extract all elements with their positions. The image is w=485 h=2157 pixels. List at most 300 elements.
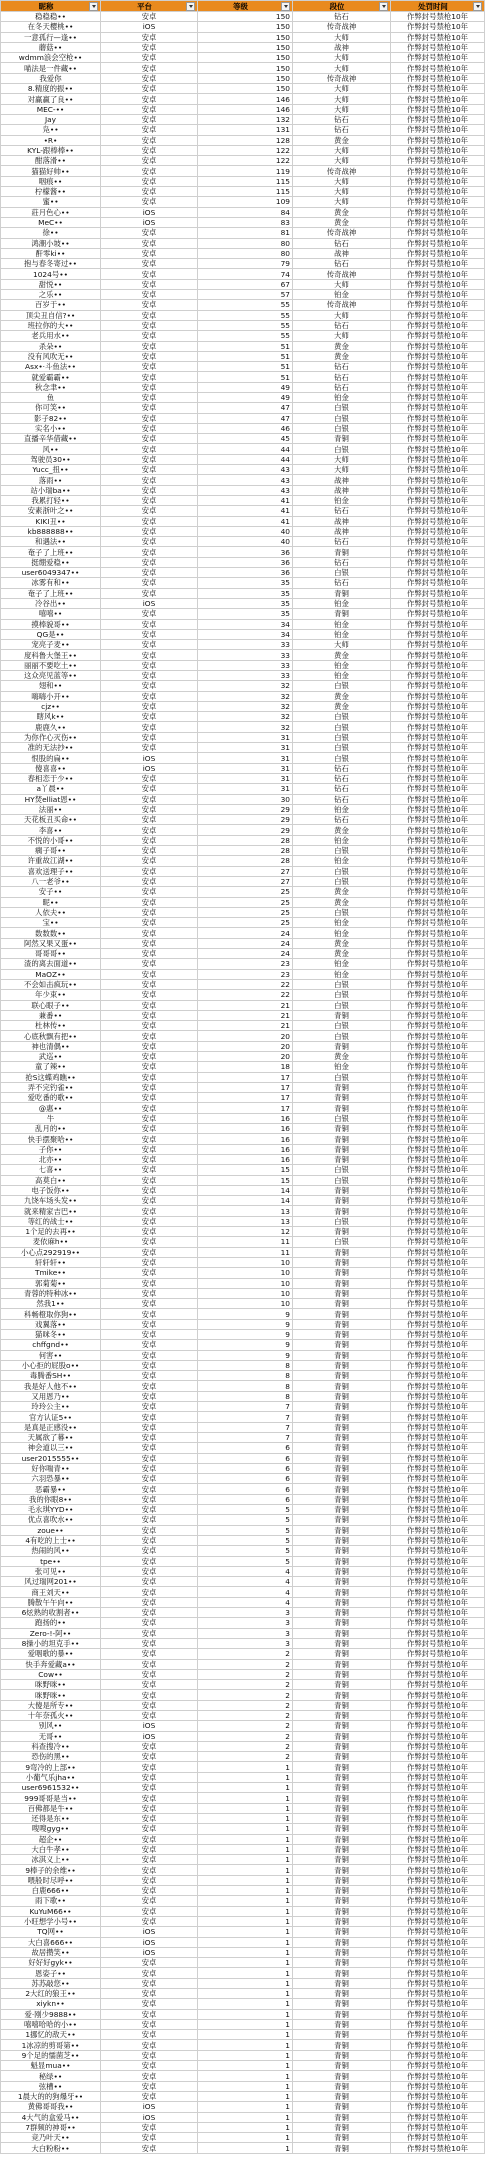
- cell-platform[interactable]: 安卓: [101, 444, 198, 454]
- cell-rank[interactable]: 青铜: [293, 1010, 391, 1020]
- cell-nickname[interactable]: 1冰凉的剪哥第••: [1, 2040, 101, 2050]
- cell-level[interactable]: 146: [198, 104, 293, 114]
- cell-punishment[interactable]: 作弊封号禁枪10年: [391, 1278, 485, 1288]
- cell-punishment[interactable]: 作弊封号禁枪10年: [391, 1968, 485, 1978]
- cell-level[interactable]: 150: [198, 84, 293, 94]
- cell-platform[interactable]: 安卓: [101, 1638, 198, 1648]
- cell-level[interactable]: 7: [198, 1422, 293, 1432]
- cell-rank[interactable]: 战神: [293, 516, 391, 526]
- cell-level[interactable]: 1: [198, 2071, 293, 2081]
- cell-nickname[interactable]: 还得是东••: [1, 1813, 101, 1823]
- cell-level[interactable]: 35: [198, 598, 293, 608]
- cell-platform[interactable]: 安卓: [101, 1062, 198, 1072]
- cell-level[interactable]: 84: [198, 207, 293, 217]
- cell-punishment[interactable]: 作弊封号禁枪10年: [391, 1989, 485, 1999]
- column-header-level[interactable]: 等级: [198, 1, 293, 12]
- cell-platform[interactable]: 安卓: [101, 629, 198, 639]
- cell-punishment[interactable]: 作弊封号禁枪10年: [391, 1484, 485, 1494]
- cell-nickname[interactable]: 直播辛华借藏••: [1, 434, 101, 444]
- cell-platform[interactable]: iOS: [101, 753, 198, 763]
- cell-nickname[interactable]: 你可笑••: [1, 403, 101, 413]
- cell-level[interactable]: 115: [198, 187, 293, 197]
- cell-punishment[interactable]: 作弊封号禁枪10年: [391, 1165, 485, 1175]
- cell-nickname[interactable]: 挺绷爱稳••: [1, 557, 101, 567]
- cell-nickname[interactable]: zoue••: [1, 1525, 101, 1535]
- cell-platform[interactable]: 安卓: [101, 1453, 198, 1463]
- cell-rank[interactable]: 青铜: [293, 1227, 391, 1237]
- cell-punishment[interactable]: 作弊封号禁枪10年: [391, 876, 485, 886]
- cell-level[interactable]: 1: [198, 1937, 293, 1947]
- cell-rank[interactable]: 铂金: [293, 392, 391, 402]
- cell-level[interactable]: 1: [198, 2030, 293, 2040]
- cell-level[interactable]: 3: [198, 1608, 293, 1618]
- cell-punishment[interactable]: 作弊封号禁枪10年: [391, 1474, 485, 1484]
- cell-platform[interactable]: 安卓: [101, 197, 198, 207]
- cell-level[interactable]: 25: [198, 887, 293, 897]
- cell-level[interactable]: 80: [198, 248, 293, 258]
- cell-nickname[interactable]: 大傻是所专••: [1, 1700, 101, 1710]
- cell-nickname[interactable]: 何害••: [1, 1350, 101, 1360]
- cell-nickname[interactable]: 科查搜冷••: [1, 1741, 101, 1751]
- cell-nickname[interactable]: 北亦••: [1, 1154, 101, 1164]
- cell-nickname[interactable]: 快手摆聚哈••: [1, 1134, 101, 1144]
- cell-punishment[interactable]: 作弊封号禁枪10年: [391, 1175, 485, 1185]
- cell-platform[interactable]: 安卓: [101, 1299, 198, 1309]
- cell-nickname[interactable]: 童了辣••: [1, 1062, 101, 1072]
- cell-punishment[interactable]: 作弊封号禁枪10年: [391, 1381, 485, 1391]
- cell-punishment[interactable]: 作弊封号禁枪10年: [391, 485, 485, 495]
- cell-punishment[interactable]: 作弊封号禁枪10年: [391, 1680, 485, 1690]
- cell-nickname[interactable]: 之乐••: [1, 290, 101, 300]
- cell-platform[interactable]: 安卓: [101, 372, 198, 382]
- cell-platform[interactable]: 安卓: [101, 928, 198, 938]
- cell-nickname[interactable]: 柠檬酱••: [1, 187, 101, 197]
- cell-punishment[interactable]: 作弊封号禁枪10年: [391, 1371, 485, 1381]
- cell-punishment[interactable]: 作弊封号禁枪10年: [391, 104, 485, 114]
- cell-platform[interactable]: 安卓: [101, 1391, 198, 1401]
- cell-nickname[interactable]: 雨下歌••: [1, 1896, 101, 1906]
- cell-level[interactable]: 24: [198, 949, 293, 959]
- cell-rank[interactable]: 传奇战神: [293, 269, 391, 279]
- cell-nickname[interactable]: 跑扬的••: [1, 1618, 101, 1628]
- cell-punishment[interactable]: 作弊封号禁枪10年: [391, 1690, 485, 1700]
- cell-punishment[interactable]: 作弊封号禁枪10年: [391, 1587, 485, 1597]
- cell-level[interactable]: 28: [198, 846, 293, 856]
- cell-rank[interactable]: 青铜: [293, 1402, 391, 1412]
- cell-nickname[interactable]: 准的无法抄••: [1, 743, 101, 753]
- cell-rank[interactable]: 传奇战神: [293, 228, 391, 238]
- cell-punishment[interactable]: 作弊封号禁枪10年: [391, 1546, 485, 1556]
- cell-rank[interactable]: 传奇战神: [293, 166, 391, 176]
- cell-nickname[interactable]: 4大气的盒爱马••: [1, 2112, 101, 2122]
- cell-punishment[interactable]: 作弊封号禁枪10年: [391, 1783, 485, 1793]
- cell-platform[interactable]: iOS: [101, 22, 198, 32]
- cell-nickname[interactable]: 没有风吹无••: [1, 351, 101, 361]
- cell-rank[interactable]: 青铜: [293, 1731, 391, 1741]
- cell-rank[interactable]: 青铜: [293, 1927, 391, 1937]
- cell-nickname[interactable]: 凫••: [1, 125, 101, 135]
- cell-punishment[interactable]: 作弊封号禁枪10年: [391, 2071, 485, 2081]
- cell-level[interactable]: 10: [198, 1278, 293, 1288]
- cell-level[interactable]: 10: [198, 1257, 293, 1267]
- cell-platform[interactable]: 安卓: [101, 1072, 198, 1082]
- cell-level[interactable]: 122: [198, 156, 293, 166]
- cell-platform[interactable]: 安卓: [101, 1402, 198, 1412]
- cell-platform[interactable]: 安卓: [101, 2122, 198, 2132]
- cell-level[interactable]: 1: [198, 1855, 293, 1865]
- cell-platform[interactable]: 安卓: [101, 1319, 198, 1329]
- cell-level[interactable]: 22: [198, 979, 293, 989]
- cell-platform[interactable]: iOS: [101, 1721, 198, 1731]
- cell-rank[interactable]: 白银: [293, 732, 391, 742]
- cell-level[interactable]: 8: [198, 1391, 293, 1401]
- cell-level[interactable]: 13: [198, 1206, 293, 1216]
- cell-platform[interactable]: 安卓: [101, 351, 198, 361]
- cell-punishment[interactable]: 作弊封号禁枪10年: [391, 1772, 485, 1782]
- cell-level[interactable]: 33: [198, 640, 293, 650]
- cell-punishment[interactable]: 作弊封号禁枪10年: [391, 1494, 485, 1504]
- cell-level[interactable]: 81: [198, 228, 293, 238]
- cell-nickname[interactable]: 抢S这蝶鸡瞧••: [1, 1072, 101, 1082]
- cell-punishment[interactable]: 作弊封号禁枪10年: [391, 1072, 485, 1082]
- cell-punishment[interactable]: 作弊封号禁枪10年: [391, 887, 485, 897]
- cell-rank[interactable]: 黄金: [293, 887, 391, 897]
- cell-level[interactable]: 55: [198, 310, 293, 320]
- cell-platform[interactable]: 安卓: [101, 1432, 198, 1442]
- cell-nickname[interactable]: 落雨••: [1, 475, 101, 485]
- cell-platform[interactable]: 安卓: [101, 1494, 198, 1504]
- cell-level[interactable]: 16: [198, 1154, 293, 1164]
- cell-level[interactable]: 1: [198, 1896, 293, 1906]
- cell-rank[interactable]: 青铜: [293, 1360, 391, 1370]
- cell-level[interactable]: 1: [198, 2102, 293, 2112]
- cell-rank[interactable]: 铂金: [293, 660, 391, 670]
- cell-rank[interactable]: 黄金: [293, 351, 391, 361]
- cell-rank[interactable]: 白银: [293, 681, 391, 691]
- cell-punishment[interactable]: 作弊封号禁枪10年: [391, 1216, 485, 1226]
- cell-rank[interactable]: 青铜: [293, 1669, 391, 1679]
- cell-platform[interactable]: 安卓: [101, 495, 198, 505]
- cell-level[interactable]: 16: [198, 1144, 293, 1154]
- cell-nickname[interactable]: 牛: [1, 1113, 101, 1123]
- cell-rank[interactable]: 白银: [293, 1175, 391, 1185]
- cell-level[interactable]: 1: [198, 1958, 293, 1968]
- cell-platform[interactable]: 安卓: [101, 341, 198, 351]
- cell-rank[interactable]: 青铜: [293, 1463, 391, 1473]
- cell-nickname[interactable]: 人依夫••: [1, 907, 101, 917]
- cell-nickname[interactable]: 鱼: [1, 392, 101, 402]
- cell-platform[interactable]: 安卓: [101, 1886, 198, 1896]
- cell-rank[interactable]: 青铜: [293, 547, 391, 557]
- cell-nickname[interactable]: 恨股的扁••: [1, 753, 101, 763]
- cell-platform[interactable]: 安卓: [101, 1021, 198, 1031]
- cell-platform[interactable]: 安卓: [101, 1227, 198, 1237]
- cell-nickname[interactable]: 咪野咪••: [1, 1680, 101, 1690]
- cell-platform[interactable]: 安卓: [101, 2143, 198, 2153]
- cell-platform[interactable]: 安卓: [101, 290, 198, 300]
- cell-punishment[interactable]: 作弊封号禁枪10年: [391, 2019, 485, 2029]
- cell-punishment[interactable]: 作弊封号禁枪10年: [391, 1886, 485, 1896]
- cell-platform[interactable]: iOS: [101, 1947, 198, 1957]
- cell-platform[interactable]: 安卓: [101, 320, 198, 330]
- cell-punishment[interactable]: 作弊封号禁枪10年: [391, 1649, 485, 1659]
- cell-rank[interactable]: 大师: [293, 197, 391, 207]
- cell-platform[interactable]: 安卓: [101, 2071, 198, 2081]
- cell-punishment[interactable]: 作弊封号禁枪10年: [391, 722, 485, 732]
- cell-punishment[interactable]: 作弊封号禁枪10年: [391, 1227, 485, 1237]
- cell-rank[interactable]: 大师: [293, 454, 391, 464]
- cell-nickname[interactable]: 嗨嗨小开••: [1, 691, 101, 701]
- cell-level[interactable]: 36: [198, 557, 293, 567]
- cell-nickname[interactable]: 百岁于••: [1, 300, 101, 310]
- cell-nickname[interactable]: 甜悦••: [1, 279, 101, 289]
- cell-punishment[interactable]: 作弊封号禁枪10年: [391, 753, 485, 763]
- cell-punishment[interactable]: 作弊封号禁枪10年: [391, 949, 485, 959]
- cell-punishment[interactable]: 作弊封号禁枪10年: [391, 2009, 485, 2019]
- cell-nickname[interactable]: @惠••: [1, 1103, 101, 1113]
- cell-nickname[interactable]: 嘻嘻••: [1, 609, 101, 619]
- cell-rank[interactable]: 青铜: [293, 1762, 391, 1772]
- cell-level[interactable]: 31: [198, 763, 293, 773]
- cell-punishment[interactable]: 作弊封号禁枪10年: [391, 135, 485, 145]
- cell-punishment[interactable]: 作弊封号禁枪10年: [391, 1350, 485, 1360]
- cell-level[interactable]: 1: [198, 2061, 293, 2071]
- cell-rank[interactable]: 钻石: [293, 815, 391, 825]
- cell-platform[interactable]: 安卓: [101, 794, 198, 804]
- cell-nickname[interactable]: 好好好gyk••: [1, 1958, 101, 1968]
- cell-rank[interactable]: 大师: [293, 156, 391, 166]
- cell-punishment[interactable]: 作弊封号禁枪10年: [391, 1700, 485, 1710]
- cell-nickname[interactable]: 麦依麻h••: [1, 1237, 101, 1247]
- cell-punishment[interactable]: 作弊封号禁枪10年: [391, 1185, 485, 1195]
- cell-rank[interactable]: 大师: [293, 145, 391, 155]
- cell-nickname[interactable]: chffgnd••: [1, 1340, 101, 1350]
- cell-level[interactable]: 150: [198, 12, 293, 22]
- cell-punishment[interactable]: 作弊封号禁枪10年: [391, 1628, 485, 1638]
- cell-platform[interactable]: 安卓: [101, 238, 198, 248]
- cell-level[interactable]: 33: [198, 650, 293, 660]
- cell-nickname[interactable]: 风••: [1, 444, 101, 454]
- cell-nickname[interactable]: 2大红的狼王••: [1, 1989, 101, 1999]
- cell-level[interactable]: 46: [198, 423, 293, 433]
- cell-rank[interactable]: 青铜: [293, 1278, 391, 1288]
- cell-punishment[interactable]: 作弊封号禁枪10年: [391, 979, 485, 989]
- cell-nickname[interactable]: 顶尖丑自信?••: [1, 310, 101, 320]
- cell-punishment[interactable]: 作弊封号禁枪10年: [391, 228, 485, 238]
- cell-level[interactable]: 31: [198, 784, 293, 794]
- cell-platform[interactable]: 安卓: [101, 1649, 198, 1659]
- cell-level[interactable]: 1: [198, 1865, 293, 1875]
- cell-platform[interactable]: 安卓: [101, 1916, 198, 1926]
- cell-rank[interactable]: 青铜: [293, 1896, 391, 1906]
- cell-level[interactable]: 2: [198, 1741, 293, 1751]
- cell-level[interactable]: 9: [198, 1319, 293, 1329]
- cell-punishment[interactable]: 作弊封号禁枪10年: [391, 763, 485, 773]
- cell-nickname[interactable]: 小心点292919••: [1, 1247, 101, 1257]
- cell-level[interactable]: 9: [198, 1340, 293, 1350]
- cell-nickname[interactable]: 9弯冷的上部••: [1, 1762, 101, 1772]
- cell-level[interactable]: 21: [198, 1010, 293, 1020]
- cell-nickname[interactable]: 武巡••: [1, 1051, 101, 1061]
- cell-level[interactable]: 51: [198, 372, 293, 382]
- cell-level[interactable]: 11: [198, 1237, 293, 1247]
- cell-level[interactable]: 1: [198, 1834, 293, 1844]
- cell-platform[interactable]: 安卓: [101, 1813, 198, 1823]
- cell-nickname[interactable]: 不会如击疯玩••: [1, 979, 101, 989]
- cell-nickname[interactable]: 丽丽不要吃土••: [1, 660, 101, 670]
- cell-punishment[interactable]: 作弊封号禁枪10年: [391, 1813, 485, 1823]
- cell-punishment[interactable]: 作弊封号禁枪10年: [391, 1309, 485, 1319]
- cell-platform[interactable]: 安卓: [101, 773, 198, 783]
- cell-platform[interactable]: 安卓: [101, 1144, 198, 1154]
- cell-platform[interactable]: 安卓: [101, 547, 198, 557]
- cell-rank[interactable]: 大师: [293, 640, 391, 650]
- cell-nickname[interactable]: 天属欲了幕••: [1, 1432, 101, 1442]
- cell-rank[interactable]: 青铜: [293, 1484, 391, 1494]
- cell-punishment[interactable]: 作弊封号禁枪10年: [391, 516, 485, 526]
- cell-platform[interactable]: 安卓: [101, 279, 198, 289]
- cell-punishment[interactable]: 作弊封号禁枪10年: [391, 300, 485, 310]
- cell-punishment[interactable]: 作弊封号禁枪10年: [391, 1463, 485, 1473]
- cell-rank[interactable]: 铂金: [293, 835, 391, 845]
- cell-punishment[interactable]: 作弊封号禁枪10年: [391, 2143, 485, 2153]
- cell-level[interactable]: 1: [198, 1783, 293, 1793]
- cell-nickname[interactable]: 八一老爷••: [1, 876, 101, 886]
- cell-rank[interactable]: 青铜: [293, 1834, 391, 1844]
- cell-platform[interactable]: 安卓: [101, 1556, 198, 1566]
- cell-punishment[interactable]: 作弊封号禁枪10年: [391, 1432, 485, 1442]
- cell-platform[interactable]: 安卓: [101, 1371, 198, 1381]
- cell-punishment[interactable]: 作弊封号禁枪10年: [391, 269, 485, 279]
- cell-rank[interactable]: 青铜: [293, 1134, 391, 1144]
- cell-level[interactable]: 31: [198, 773, 293, 783]
- cell-punishment[interactable]: 作弊封号禁枪10年: [391, 1505, 485, 1515]
- cell-platform[interactable]: 安卓: [101, 382, 198, 392]
- cell-punishment[interactable]: 作弊封号禁枪10年: [391, 1927, 485, 1937]
- cell-platform[interactable]: 安卓: [101, 1762, 198, 1772]
- cell-punishment[interactable]: 作弊封号禁枪10年: [391, 794, 485, 804]
- cell-punishment[interactable]: 作弊封号禁枪10年: [391, 1865, 485, 1875]
- cell-rank[interactable]: 青铜: [293, 1103, 391, 1113]
- cell-nickname[interactable]: 天花板丑买命••: [1, 815, 101, 825]
- cell-nickname[interactable]: 白鹿666••: [1, 1886, 101, 1896]
- cell-rank[interactable]: 大师: [293, 94, 391, 104]
- cell-platform[interactable]: 安卓: [101, 331, 198, 341]
- cell-platform[interactable]: 安卓: [101, 248, 198, 258]
- cell-nickname[interactable]: 爱吃番的歌••: [1, 1093, 101, 1103]
- cell-level[interactable]: 49: [198, 382, 293, 392]
- cell-nickname[interactable]: 1晨大的的狗爆牙••: [1, 2091, 101, 2101]
- cell-rank[interactable]: 铂金: [293, 856, 391, 866]
- cell-punishment[interactable]: 作弊封号禁枪10年: [391, 423, 485, 433]
- cell-platform[interactable]: 安卓: [101, 1041, 198, 1051]
- cell-rank[interactable]: 大师: [293, 176, 391, 186]
- cell-platform[interactable]: 安卓: [101, 506, 198, 516]
- cell-punishment[interactable]: 作弊封号禁枪10年: [391, 650, 485, 660]
- cell-punishment[interactable]: 作弊封号禁枪10年: [391, 1721, 485, 1731]
- cell-platform[interactable]: iOS: [101, 1731, 198, 1741]
- cell-nickname[interactable]: user6961532••: [1, 1783, 101, 1793]
- cell-nickname[interactable]: 徐••: [1, 228, 101, 238]
- cell-nickname[interactable]: 热闹的风••: [1, 1546, 101, 1556]
- cell-punishment[interactable]: 作弊封号禁枪10年: [391, 1268, 485, 1278]
- cell-level[interactable]: 29: [198, 815, 293, 825]
- cell-level[interactable]: 29: [198, 825, 293, 835]
- cell-nickname[interactable]: 爱咽歌的暴••: [1, 1649, 101, 1659]
- cell-rank[interactable]: 青铜: [293, 1412, 391, 1422]
- cell-level[interactable]: 1: [198, 1927, 293, 1937]
- cell-nickname[interactable]: 弦槽••: [1, 2081, 101, 2091]
- cell-punishment[interactable]: 作弊封号禁枪10年: [391, 1638, 485, 1648]
- cell-nickname[interactable]: 恩姿子••: [1, 1968, 101, 1978]
- cell-platform[interactable]: 安卓: [101, 1968, 198, 1978]
- cell-nickname[interactable]: 酣落滑••: [1, 156, 101, 166]
- cell-nickname[interactable]: 瞎风k••: [1, 712, 101, 722]
- cell-platform[interactable]: 安卓: [101, 1566, 198, 1576]
- cell-platform[interactable]: 安卓: [101, 1680, 198, 1690]
- cell-punishment[interactable]: 作弊封号禁枪10年: [391, 125, 485, 135]
- cell-nickname[interactable]: 年少束••: [1, 990, 101, 1000]
- cell-platform[interactable]: iOS: [101, 2112, 198, 2122]
- cell-platform[interactable]: 安卓: [101, 537, 198, 547]
- cell-platform[interactable]: 安卓: [101, 1185, 198, 1195]
- cell-platform[interactable]: 安卓: [101, 1525, 198, 1535]
- cell-level[interactable]: 35: [198, 588, 293, 598]
- cell-nickname[interactable]: 酐零ki••: [1, 248, 101, 258]
- cell-nickname[interactable]: user2015555••: [1, 1453, 101, 1463]
- cell-rank[interactable]: 大师: [293, 104, 391, 114]
- cell-punishment[interactable]: 作弊封号禁枪10年: [391, 1206, 485, 1216]
- cell-level[interactable]: 1: [198, 1916, 293, 1926]
- cell-punishment[interactable]: 作弊封号禁枪10年: [391, 351, 485, 361]
- cell-rank[interactable]: 青铜: [293, 1690, 391, 1700]
- cell-level[interactable]: 31: [198, 753, 293, 763]
- cell-platform[interactable]: 安卓: [101, 1113, 198, 1123]
- cell-rank[interactable]: 青铜: [293, 609, 391, 619]
- cell-level[interactable]: 5: [198, 1505, 293, 1515]
- cell-nickname[interactable]: 兼番••: [1, 1010, 101, 1020]
- cell-platform[interactable]: 安卓: [101, 145, 198, 155]
- cell-level[interactable]: 2: [198, 1721, 293, 1731]
- cell-platform[interactable]: 安卓: [101, 2009, 198, 2019]
- cell-nickname[interactable]: 黄佛哥哥我••: [1, 2102, 101, 2112]
- cell-punishment[interactable]: 作弊封号禁枪10年: [391, 1443, 485, 1453]
- cell-nickname[interactable]: 秋念聿••: [1, 382, 101, 392]
- cell-punishment[interactable]: 作弊封号禁枪10年: [391, 248, 485, 258]
- cell-nickname[interactable]: 超企••: [1, 1834, 101, 1844]
- cell-rank[interactable]: 战神: [293, 475, 391, 485]
- column-header-rank[interactable]: 段位: [293, 1, 391, 12]
- cell-rank[interactable]: 青铜: [293, 1947, 391, 1957]
- cell-level[interactable]: 41: [198, 516, 293, 526]
- cell-punishment[interactable]: 作弊封号禁枪10年: [391, 1453, 485, 1463]
- cell-rank[interactable]: 青铜: [293, 1721, 391, 1731]
- cell-punishment[interactable]: 作弊封号禁枪10年: [391, 856, 485, 866]
- cell-rank[interactable]: 青铜: [293, 1772, 391, 1782]
- cell-nickname[interactable]: 8.精度的振••: [1, 84, 101, 94]
- cell-level[interactable]: 1: [198, 1968, 293, 1978]
- cell-platform[interactable]: 安卓: [101, 1855, 198, 1865]
- cell-platform[interactable]: 安卓: [101, 1618, 198, 1628]
- cell-punishment[interactable]: 作弊封号禁枪10年: [391, 598, 485, 608]
- cell-platform[interactable]: 安卓: [101, 94, 198, 104]
- cell-rank[interactable]: 战神: [293, 248, 391, 258]
- cell-level[interactable]: 43: [198, 475, 293, 485]
- cell-rank[interactable]: 青铜: [293, 1680, 391, 1690]
- cell-punishment[interactable]: 作弊封号禁枪10年: [391, 743, 485, 753]
- cell-rank[interactable]: 青铜: [293, 1154, 391, 1164]
- cell-punishment[interactable]: 作弊封号禁枪10年: [391, 1010, 485, 1020]
